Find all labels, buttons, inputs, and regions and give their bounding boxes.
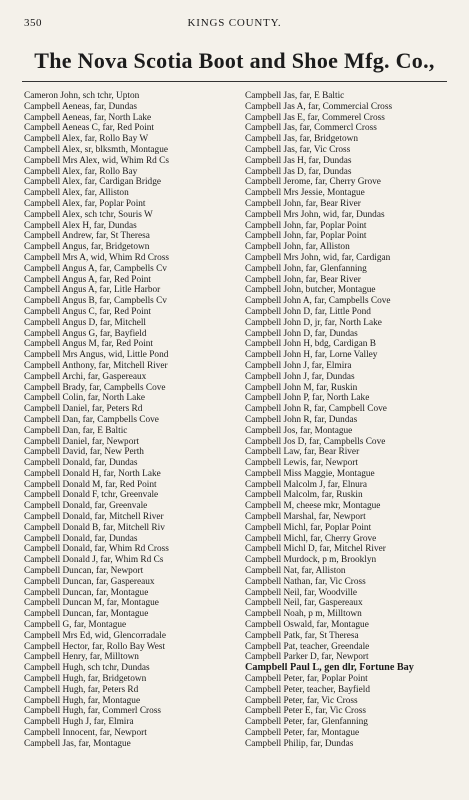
directory-entry: Campbell John, butcher, Montague: [245, 285, 376, 296]
directory-entry: Campbell John D, jr, far, North Lake: [245, 317, 382, 328]
directory-entry: Campbell John, far, Poplar Point: [245, 231, 367, 242]
directory-entry: Campbell Lewis, far, Newport: [245, 458, 358, 469]
directory-entry: Campbell Anthony, far, Mitchell River: [24, 360, 168, 371]
directory-entry: Campbell Mrs Angus, wid, Little Pond: [24, 350, 169, 361]
directory-entry: Campbell John R, far, Campbell Cove: [245, 404, 387, 415]
directory-entry: Campbell Duncan, far, Montague: [24, 609, 149, 620]
directory-entry: Campbell Dan, far, E Baltic: [24, 425, 128, 436]
directory-column-right: [245, 91, 459, 750]
directory-entry: Campbell Innocent, far, Newport: [24, 728, 147, 739]
directory-entry: Campbell Mrs John, wid, far, Dundas: [245, 209, 385, 220]
directory-entry: Campbell Peter, teacher, Bayfield: [245, 684, 370, 695]
directory-entry: Campbell Donald, far, Dundas: [24, 458, 138, 469]
directory-entry: Campbell Aeneas C, far, Red Point: [24, 123, 155, 134]
directory-entry: Campbell Hugh, sch tchr, Dundas: [24, 663, 150, 674]
directory-entry: Campbell Patk, far, St Theresa: [245, 630, 359, 641]
directory-entry: Campbell Aeneas, far, North Lake: [24, 112, 152, 123]
directory-entry: Campbell Donald, far, Mitchell River: [24, 512, 164, 523]
directory-entry: Campbell John H, far, Lorne Valley: [245, 350, 378, 361]
directory-entry: Campbell Angus G, far, Bayfield: [24, 328, 147, 339]
directory-entry: Campbell Oswald, far, Montague: [245, 620, 369, 631]
directory-entry: Campbell Malcolm, far, Ruskin: [245, 490, 363, 501]
directory-entry: Campbell Donald, far, Greenvale: [24, 501, 148, 512]
directory-entry: Campbell Angus D, far, Mitchell: [24, 317, 147, 328]
directory-entry: Campbell Mrs Alex, wid, Whim Rd Cs: [24, 155, 169, 166]
directory-entry: Campbell Jos, far, Montague: [245, 425, 353, 436]
directory-entry: Campbell Donald, far, Whim Rd Cross: [24, 544, 169, 555]
directory-entry: Campbell Donald M, far, Red Point: [24, 479, 157, 490]
directory-entry: Campbell Paul L, gen dlr, Fortune Bay: [245, 663, 414, 674]
directory-entry: Campbell Brady, far, Campbells Cove: [24, 382, 166, 393]
directory-entry: Campbell Hugh J, far, Elmira: [24, 717, 134, 728]
directory-entry: Campbell Alex H, far, Dundas: [24, 220, 137, 231]
directory-entry: Campbell John, far, Alliston: [245, 242, 350, 253]
directory-entry: Campbell John, far, Bear River: [245, 274, 361, 285]
directory-entry: Campbell Miss Maggie, Montague: [245, 468, 375, 479]
directory-entry: Campbell Philip, far, Dundas: [245, 738, 354, 749]
directory-entry: Campbell Jas, far, Commercl Cross: [245, 123, 377, 134]
directory-entry: Campbell Alex, sch tchr, Souris W: [24, 209, 153, 220]
directory-entry: Campbell Neil, far, Woodville: [245, 587, 358, 598]
directory-entry: Campbell Hugh, far, Montague: [24, 695, 141, 706]
directory-entry: Campbell Jerome, far, Cherry Grove: [245, 177, 381, 188]
directory-entry: Campbell Hugh, far, Peters Rd: [24, 684, 139, 695]
directory-entry: Campbell David, far, New Perth: [24, 447, 144, 458]
directory-entry: Campbell Jas D, far, Dundas: [245, 166, 352, 177]
directory-entry: Campbell Noah, p m, Milltown: [245, 609, 362, 620]
directory-entry: Campbell John D, far, Dundas: [245, 328, 358, 339]
directory-entry: Cameron John, sch tchr, Upton: [24, 91, 140, 101]
directory-entry: Campbell Jas A, far, Commercial Cross: [245, 101, 393, 112]
directory-entry: Campbell Donald, far, Dundas: [24, 533, 138, 544]
banner-rule: [22, 81, 447, 82]
directory-entry: Campbell Alex, far, Poplar Point: [24, 198, 146, 209]
directory-entry: Campbell Donald H, far, North Lake: [24, 468, 161, 479]
page-header: [24, 17, 445, 31]
directory-entry: Campbell Duncan, far, Gaspereaux: [24, 576, 155, 587]
directory-entry: Campbell Nathan, far, Vic Cross: [245, 576, 366, 587]
directory-entry: Campbell G, far, Montague: [24, 620, 127, 631]
directory-entry: Campbell John, far, Glenfanning: [245, 263, 367, 274]
directory-entry: Campbell Murdock, p m, Brooklyn: [245, 555, 377, 566]
directory-entry: Campbell Nat, far, Alliston: [245, 566, 346, 577]
directory-entry: Campbell Angus A, far, Campbells Cv: [24, 263, 167, 274]
directory-entry: Campbell Daniel, far, Peters Rd: [24, 404, 143, 415]
directory-entry: Campbell Angus M, far, Red Point: [24, 339, 154, 350]
directory-entry: Campbell John, far, Bear River: [245, 198, 361, 209]
directory-entry: Campbell Jos D, far, Campbells Cove: [245, 436, 386, 447]
directory-entry: Campbell Marshal, far, Newport: [245, 512, 366, 523]
directory-entry: Campbell Andrew, far, St Theresa: [24, 231, 150, 242]
directory-entry: Campbell Jas E, far, Commerel Cross: [245, 112, 385, 123]
directory-entry: Campbell Jas, far, Vic Cross: [245, 144, 351, 155]
directory-entry: Campbell Hugh, far, Commerl Cross: [24, 706, 161, 717]
directory-entry: Campbell John M, far, Ruskin: [245, 382, 358, 393]
directory-entry: Campbell Peter, far, Glenfanning: [245, 717, 368, 728]
directory-entry: Campbell Angus A, far, Litle Harbor: [24, 285, 161, 296]
directory-entry: Campbell Angus B, far, Campbells Cv: [24, 296, 167, 307]
directory-entry: Campbell Neil, far, Gaspereaux: [245, 598, 363, 609]
directory-entry: Campbell Daniel, far, Newport: [24, 436, 140, 447]
directory-entry: Campbell Angus A, far, Red Point: [24, 274, 151, 285]
directory-entry: Campbell Michl D, far, Mitchel River: [245, 544, 386, 555]
directory-entry: Campbell John J, far, Elmira: [245, 360, 352, 371]
directory-entry: Campbell M, cheese mkr, Montague: [245, 501, 381, 512]
directory-entry: Campbell Jas, far, Bridgetown: [245, 134, 358, 145]
directory-entry: Campbell Henry, far, Milltown: [24, 652, 139, 663]
directory-entry: Campbell Law, far, Bear River: [245, 447, 360, 458]
directory-entry: Campbell Mrs A, wid, Whim Rd Cross: [24, 252, 169, 263]
directory-entry: Campbell John D, far, Little Pond: [245, 306, 371, 317]
directory-entry: Campbell Hugh, far, Bridgetown: [24, 674, 147, 685]
running-head: KINGS COUNTY.: [187, 17, 282, 29]
directory-entry: Campbell Donald B, far, Mitchell Riv: [24, 522, 165, 533]
directory-entry: Campbell John, far, Poplar Point: [245, 220, 367, 231]
directory-entry: Campbell Alex, far, Rollo Bay W: [24, 134, 149, 145]
directory-entry: Campbell Mrs Jessie, Montague: [245, 188, 365, 199]
directory-entry: Campbell Parker D, far, Newport: [245, 652, 369, 663]
directory-entry: Campbell Duncan M, far, Montague: [24, 598, 159, 609]
directory-entry: Campbell Colin, far, North Lake: [24, 393, 145, 404]
directory-entry: Campbell Aeneas, far, Dundas: [24, 101, 137, 112]
directory-entry: Campbell Duncan, far, Montague: [24, 587, 149, 598]
directory-entry: Campbell John P, far, North Lake: [245, 393, 370, 404]
directory-entry: Campbell Peter, far, Poplar Point: [245, 674, 368, 685]
advertisement-banner: The Nova Scotia Boot and Shoe Mfg. Co.,: [34, 48, 435, 73]
directory-column-left: [24, 91, 238, 750]
directory-entry: Campbell Dan, far, Campbells Cove: [24, 414, 159, 425]
directory-entry: Campbell Angus C, far, Red Point: [24, 306, 151, 317]
directory-entry: Campbell Alex, far, Alliston: [24, 188, 129, 199]
directory-entry: Campbell Angus, far, Bridgetown: [24, 242, 150, 253]
directory-entry: Campbell Alex, sr, blksmth, Montague: [24, 144, 168, 155]
directory-entry: Campbell Mrs Ed, wid, Glencorradale: [24, 630, 166, 641]
directory-entry: Campbell Jas H, far, Dundas: [245, 155, 352, 166]
directory-entry: Campbell Mrs John, wid, far, Cardigan: [245, 252, 391, 263]
directory-entry: Campbell Peter, far, Montague: [245, 728, 360, 739]
directory-entry: Campbell Peter, far, Vic Cross: [245, 695, 358, 706]
directory-entry: Campbell John H, bdg, Cardigan B: [245, 339, 376, 350]
directory-entry: Campbell Hector, far, Rollo Bay West: [24, 641, 166, 652]
directory-entry: Campbell Donald F, tchr, Greenvale: [24, 490, 159, 501]
directory-entry: Campbell Jas, far, Montague: [24, 738, 131, 749]
directory-entry: Campbell Archi, far, Gaspereaux: [24, 371, 147, 382]
directory-entry: Campbell John R, far, Dundas: [245, 414, 358, 425]
directory-entry: Campbell Alex, far, Cardigan Bridge: [24, 177, 161, 188]
directory-entry: Campbell Alex, far, Rollo Bay: [24, 166, 138, 177]
directory-entry: Campbell Duncan, far, Newport: [24, 566, 144, 577]
directory-entry: Campbell Donald J, far, Whim Rd Cs: [24, 555, 164, 566]
directory-entry: Campbell Michl, far, Poplar Point: [245, 522, 372, 533]
directory-entry: Campbell Michl, far, Cherry Grove: [245, 533, 377, 544]
directory-entry: Campbell Pat, teacher, Greendale: [245, 641, 370, 652]
directory-entry: Campbell John J, far, Dundas: [245, 371, 355, 382]
directory-entry: Campbell John A, far, Campbells Cove: [245, 296, 391, 307]
directory-entry: Campbell Malcolm J, far, Elnura: [245, 479, 368, 490]
directory-entry: Campbell Jas, far, E Baltic: [245, 91, 345, 101]
page-number: 350: [24, 17, 42, 29]
directory-entry: Campbell Peter E, far, Vic Cross: [245, 706, 367, 717]
